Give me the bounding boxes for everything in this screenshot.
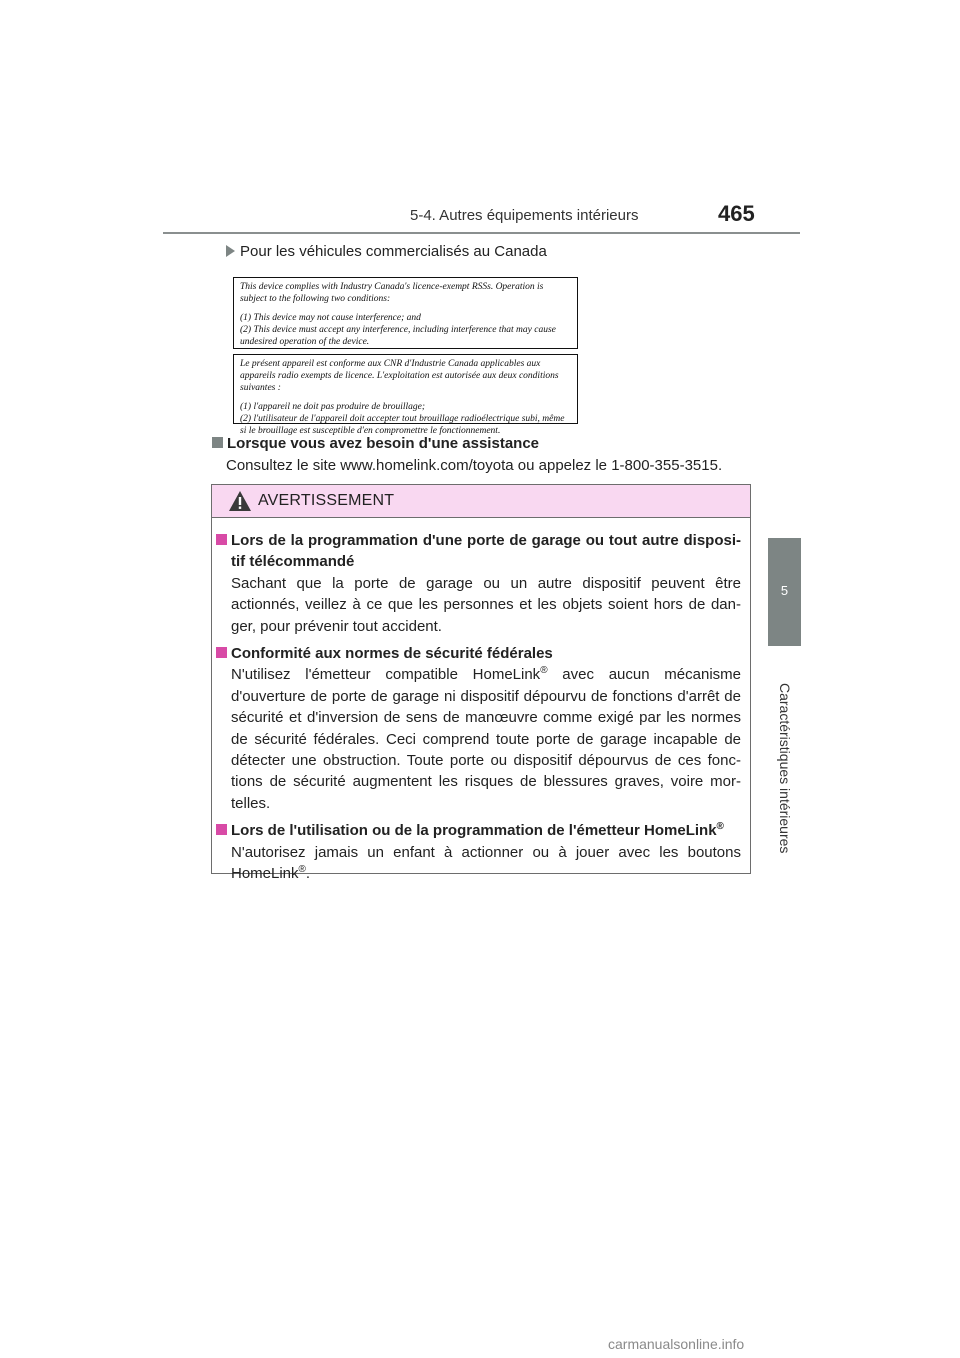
warning-icon bbox=[228, 490, 252, 512]
triangle-bullet-icon bbox=[226, 245, 235, 257]
canada-heading bbox=[226, 243, 547, 260]
warning-item-title: Lors de la programmation d'une porte de garage ou tout autre disposi-tif télécommandé bbox=[216, 530, 741, 573]
page-number: 465 bbox=[718, 201, 755, 226]
warning-item bbox=[216, 530, 741, 637]
warning-item-title: Conformité aux normes de sécurité fédérales bbox=[216, 643, 741, 664]
square-bullet-icon bbox=[212, 437, 223, 448]
square-bullet-icon bbox=[216, 824, 227, 835]
label-en-item2: (2) This device must accept any interference, including interference that may cause undesired operation of the device. bbox=[240, 325, 556, 347]
square-bullet-icon bbox=[216, 647, 227, 658]
warning-content bbox=[212, 518, 750, 885]
assistance-title: Lorsque vous avez besoin d'une assistance bbox=[227, 435, 540, 452]
canada-heading-text: Pour les véhicules commercialisés au Canada bbox=[240, 243, 547, 260]
header-section-title: 5-4. Autres équipements intérieurs bbox=[410, 207, 639, 224]
warning-title: AVERTISSEMENT bbox=[258, 492, 395, 509]
label-fr-intro: Le présent appareil est conforme aux CNR d'Industrie Canada applicables aux appareils radio exempts de licence. L'exploitation est autorisée aux deux conditions suivantes : bbox=[240, 359, 559, 393]
label-fr-item2: (2) l'utilisateur de l'appareil doit accepter tout brouillage radioélectrique subi, même si le brouillage est susceptible d'en compromettre le fonctionnement. bbox=[240, 414, 565, 436]
header-divider bbox=[163, 232, 800, 234]
warning-item bbox=[216, 643, 741, 814]
chapter-tab bbox=[768, 538, 801, 646]
square-bullet-icon bbox=[216, 534, 227, 545]
chapter-side-label bbox=[765, 676, 805, 861]
warning-item-title: Lors de l'utilisation ou de la programmation de l'émetteur HomeLink® bbox=[216, 820, 741, 841]
compliance-label-french bbox=[233, 354, 578, 436]
chapter-title: Caractéristiques intérieures bbox=[777, 683, 793, 854]
label-en-item1: (1) This device may not cause interference; and bbox=[240, 313, 421, 323]
warning-box bbox=[211, 484, 751, 883]
warning-item-body: Sachant que la porte de garage ou un autre dispositif peuvent être actionnés, veillez à ce que les personnes et les objets soient hors de dan-ger, pour prévenir tout accident. bbox=[231, 574, 741, 635]
compliance-label-english bbox=[233, 277, 578, 349]
label-fr-item1: (1) l'appareil ne doit pas produire de brouillage; bbox=[240, 402, 426, 412]
warning-item-body: N'autorisez jamais un enfant à actionner ou à jouer avec les boutons HomeLink®. bbox=[231, 843, 741, 883]
label-en-intro: This device complies with Industry Canada's licence-exempt RSSs. Operation is subject to the following two conditions: bbox=[240, 282, 544, 304]
warning-header bbox=[212, 485, 750, 518]
warning-item-body: N'utilisez l'émetteur compatible HomeLink® avec aucun mécanisme d'ouverture de porte de garage ni dispositif dépourvu de fonctions d'arrêt de sécurité et d'inversion de sens de manœuvre comme exigé par les normes de sécurité fédérales. Ceci comprend toute porte de garage incapable de détecter une obstruction. Toute porte ou dispositif dépourvus de ces fonc-tions de sécurité augmentent les risques de blessures graves, voire mor-telles. bbox=[231, 665, 741, 812]
warning-item bbox=[216, 820, 741, 884]
watermark: carmanualsonline.info bbox=[608, 1336, 745, 1352]
assistance-body: Consultez le site www.homelink.com/toyota ou appelez le 1-800-355-3515. bbox=[226, 457, 723, 474]
chapter-number: 5 bbox=[780, 583, 789, 598]
assistance-heading bbox=[212, 435, 539, 452]
